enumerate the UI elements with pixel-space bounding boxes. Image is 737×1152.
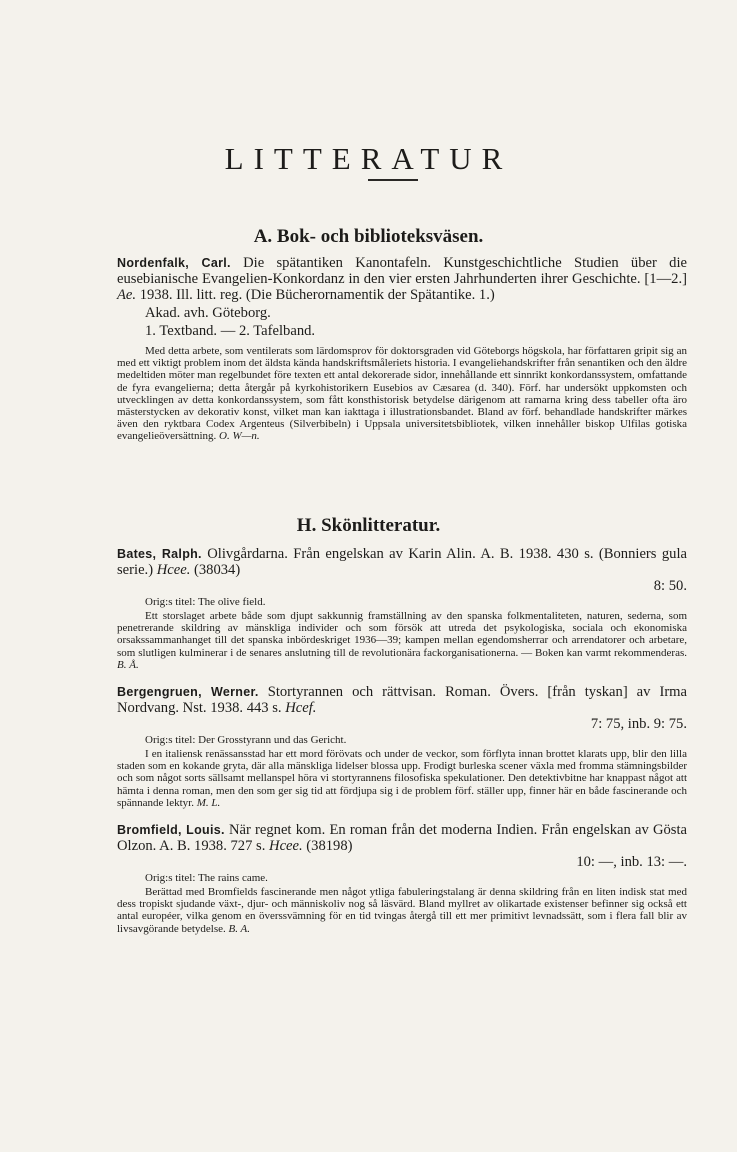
- review-text: Ett storslaget arbete både som djupt sakkunnig framställning av den spanska folkmentaliteten, naturen, sederna, som penetrerande skildring av mänskliga individer och som försök att utreda det psykologiska, sociala och ekonomiska orsakssammanhanget till det spanska inbördeskriget 1936—39; kampen mellan egendomsherrar och arrendatorer och arbetare, som slutligen kulminerar i de senares anslutning till de revolutionära fackorganisationerna. — Boken kan varmt rekommenderas.: [117, 610, 687, 659]
- entry-description-tail: 1938. Ill. litt. reg. (Die Bücherornamentik der Spätantike. 1.): [136, 287, 495, 303]
- entry-classification: Ae.: [117, 287, 137, 303]
- section-heading-h: H. Skönlitteratur.: [296, 515, 441, 536]
- entry-head: [117, 255, 687, 303]
- entry-price: 8: 50.: [653, 578, 687, 594]
- entry-description-tail: (38198): [302, 838, 353, 854]
- entry-nordenfalk: [117, 255, 687, 443]
- entry-head: [117, 684, 687, 732]
- entry-classification: Hcef.: [285, 700, 317, 716]
- section-heading-a: A. Bok- och biblioteksväsen.: [253, 226, 484, 247]
- entry-original-title: Orig:s titel: Der Grosstyrann und das Gericht.: [145, 734, 347, 746]
- page-title: LITTERATUR: [224, 140, 513, 176]
- title-divider: [368, 179, 418, 181]
- entry-head: [117, 822, 687, 870]
- review-signature: B. A.: [228, 922, 250, 935]
- entry-review: [117, 886, 687, 935]
- entry-review: [117, 610, 687, 671]
- entry-original-title: Orig:s titel: The rains came.: [145, 872, 268, 884]
- entry-classification: Hcee.: [269, 838, 303, 854]
- entry-bergengruen: [117, 684, 687, 809]
- entry-bromfield: [117, 822, 687, 935]
- entry-author: Bromfield, Louis.: [117, 823, 225, 837]
- review-signature: O. W—n.: [219, 430, 260, 443]
- review-signature: M. L.: [196, 796, 221, 809]
- entry-description: Die spätantiken Kanontafeln. Kunstgeschichtliche Studien über die eusebianische Evangelien-Konkordanz in den vier ersten Jahrhunderten ihrer Geschichte. [1—2.]: [117, 255, 688, 287]
- entry-price: 10: —, inb. 13: —.: [576, 854, 687, 870]
- review-signature: B. Å.: [117, 658, 139, 671]
- entry-volumes: 1. Textband. — 2. Tafelband.: [145, 323, 316, 339]
- entry-description: Stortyrannen och rättvisan. Roman. Övers. [från tyskan] av Irma Nordvang. Nst. 1938. 443 s.: [117, 684, 688, 716]
- entry-review: [117, 345, 687, 443]
- entry-description: När regnet kom. En roman från det moderna Indien. Från engelskan av Gösta Olzon. A. B. 1938. 727 s.: [117, 822, 688, 854]
- review-text: Med detta arbete, som ventilerats som lärdomsprov för doktorsgraden vid Göteborgs högskola, har författaren gripit sig an med ett viktigt problem inom det äldsta kända handskriftsmåleriets historia. I evangeliehandskrifter från senantiken och den äldre medeltiden möter man regelbundet före texten ett antal dekorerade sidor, innehållande ett sinnrikt konkordanssystem, omfattande de fyra evangelierna; detta återgår på kyrkohistorikern Eusebios av Cæsarea (d. 340). Förf. har undersökt uppkomsten och utvecklingen av detta konkordanssystem, som fått konsthistorisk betydelse därigenom att ramarna kring dess tabeller ofta äro mästerstycken av dekorativ konst, vilket man kan iakttaga i illustrationsbandet. Bland av förf. behandlade handskrifter märkes även den ryktbara Codex Argenteus (Silverbibeln) i Uppsala universitetsbibliotek, vilken innehåller biskop Ulfilas gotiska evangelieöversättning.: [117, 345, 687, 443]
- entry-description-tail: (38034): [190, 562, 241, 578]
- entry-description: Olivgårdarna. Från engelskan av Karin Alin. A. B. 1938. 430 s. (Bonniers gula serie.): [117, 546, 687, 578]
- entry-author: Nordenfalk, Carl.: [117, 256, 231, 270]
- entry-review: [117, 748, 687, 809]
- entry-head: [117, 546, 687, 594]
- entry-original-title: Orig:s titel: The olive field.: [145, 596, 266, 608]
- entry-price: 7: 75, inb. 9: 75.: [590, 716, 687, 732]
- entry-author: Bergengruen, Werner.: [117, 685, 259, 699]
- entry-classification: Hcee.: [156, 562, 191, 578]
- entry-bates: [117, 546, 687, 671]
- review-text: I en italiensk renässansstad har ett mord förövats och under de veckor, som förflyta innan brottet klarats upp, blir den lilla staden som en kokande gryta, där alla mänskliga lidelser blossa upp. Frodigt burleska scener växla med fromma stämningsbilder och som något sorts sällsamt mellanspel höra vi stortyrannens filosofiska spekulationer. Den detektivbitne har knappast något att hämta i denna roman, men den som ger sig tid att fördjupa sig i de problem förf. ställer upp, finner här en både fascinerande och spännande lektyr.: [117, 748, 687, 809]
- review-text: Berättad med Bromfields fascinerande men något ytliga fabuleringstalang är denna skildring från en liten indisk stat med dess tropiskt sjudande växt-, djur- och människoliv nog så läsvärd. Bland myllret av olikartade existenser befinner sig också ett antal européer, vilka genom en överssvämning för en tid tvingas återgå till ett mer primitivt levnadssätt, som i flera fall blir av livsavgörande betydelse.: [117, 886, 687, 935]
- entry-note: Akad. avh. Göteborg.: [145, 305, 271, 321]
- entry-author: Bates, Ralph.: [117, 547, 202, 561]
